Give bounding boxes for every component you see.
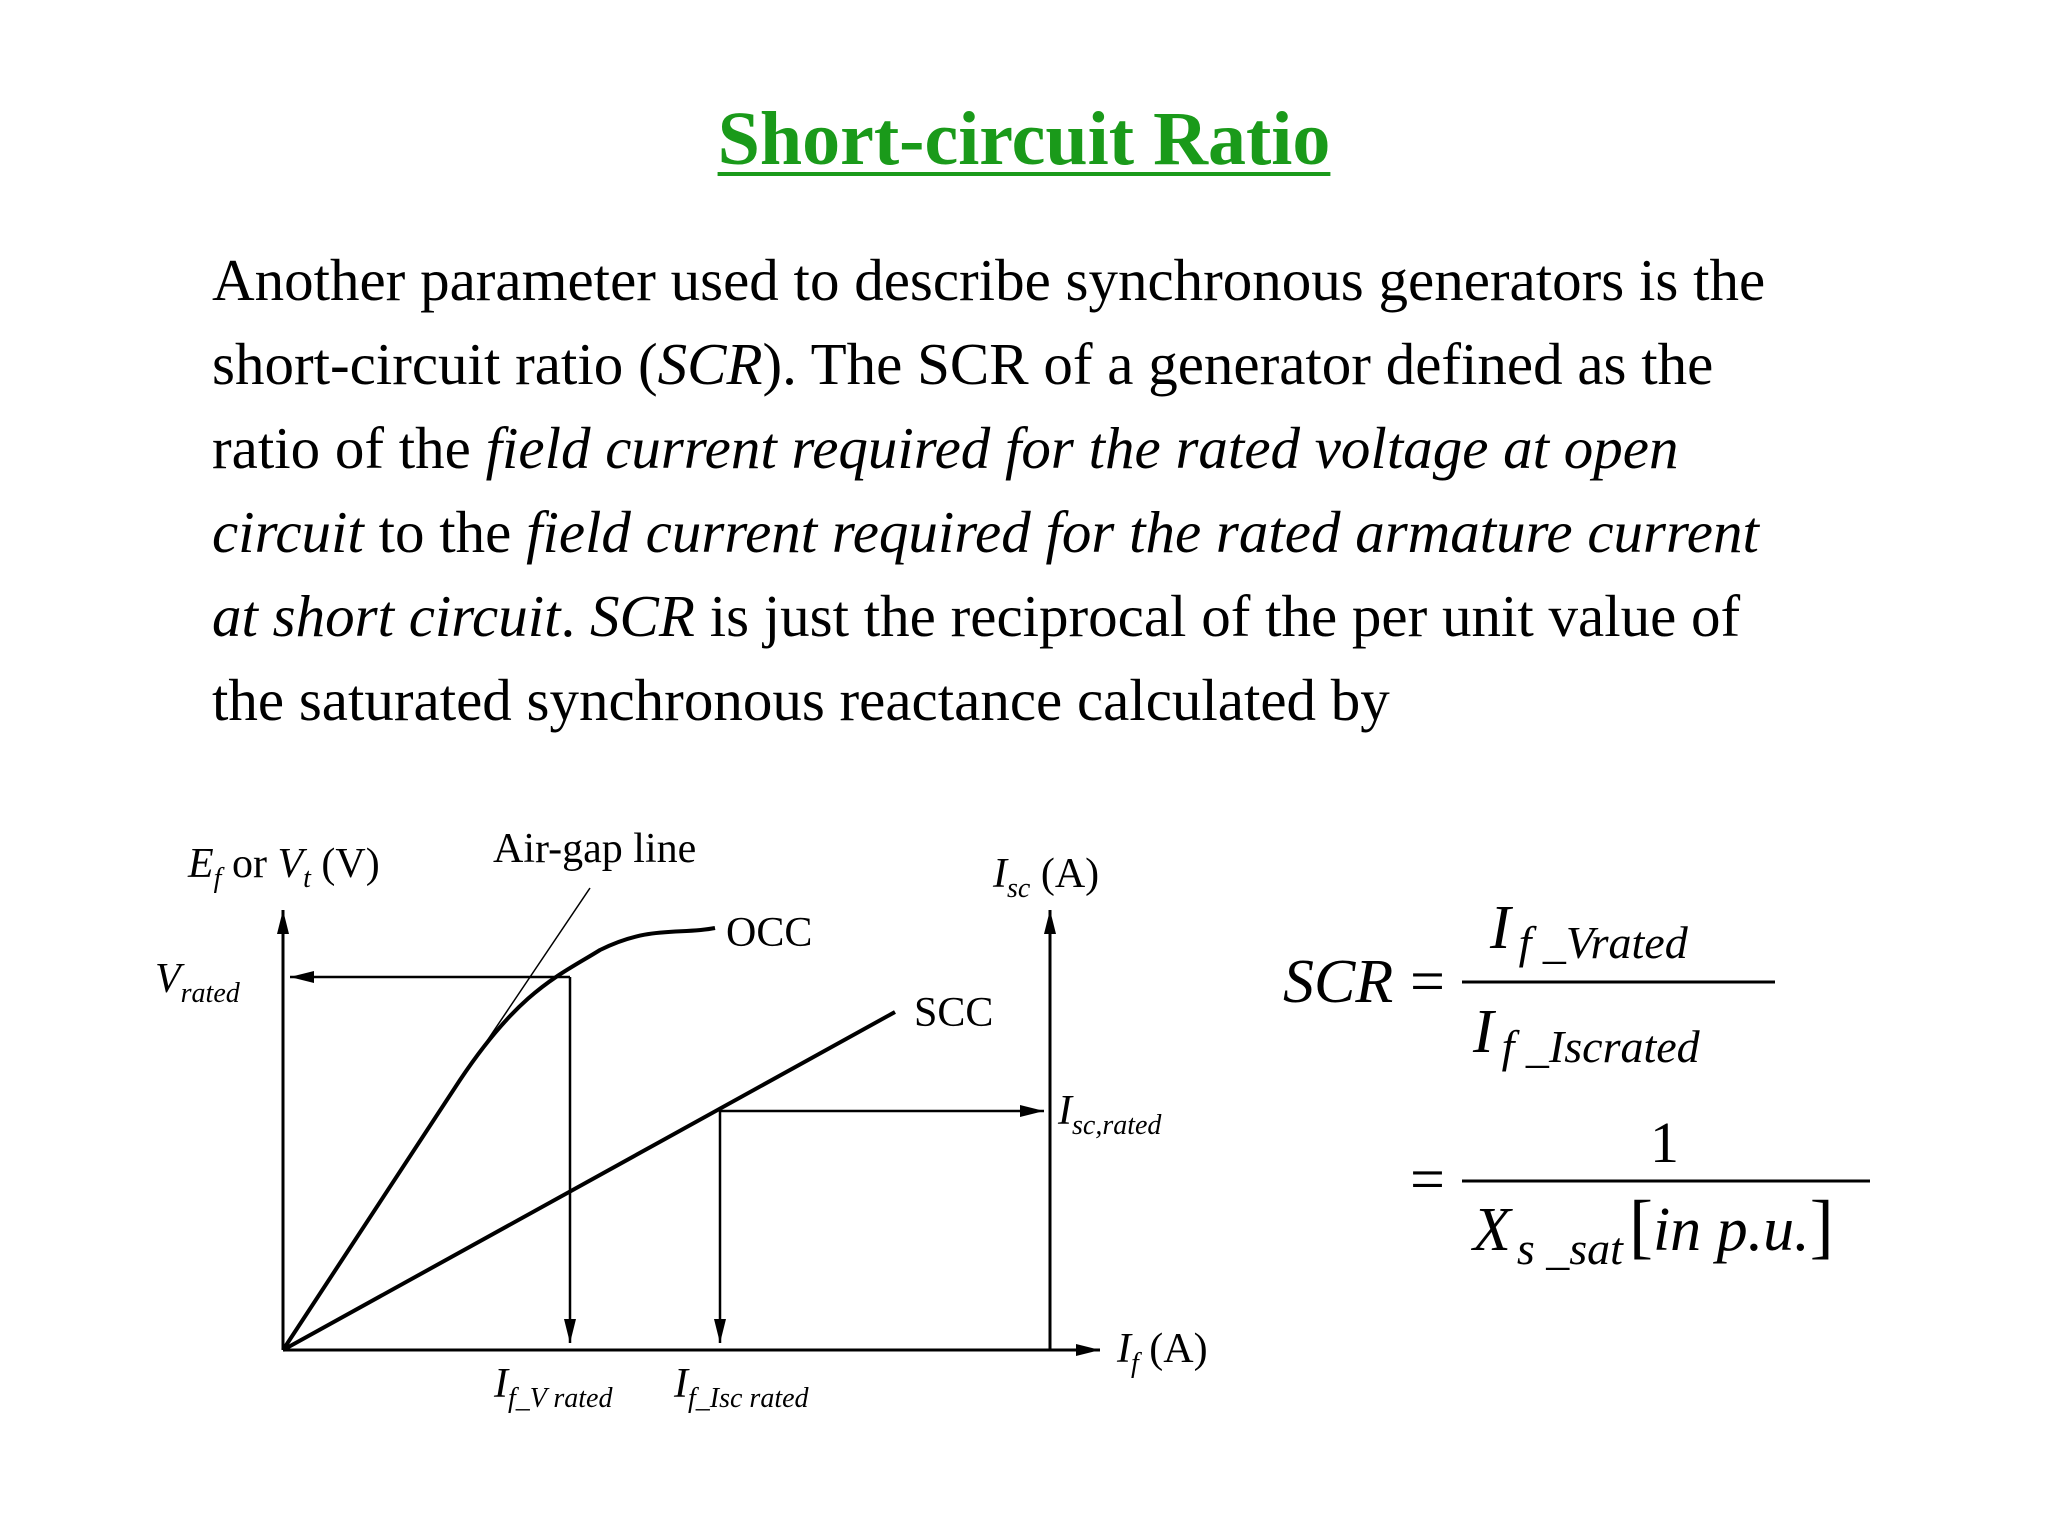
scr-formula [1283,894,1870,1274]
formula-equals-2: = [1410,1146,1445,1214]
v-rated-label: $V_{rated}$ [155,956,240,1009]
left-axis-label: $E_f$ or $V_t$ (V) [188,841,380,894]
isc-rated-label: $I_{sc,rated}$ [1058,1088,1162,1141]
occ-label: OCC [726,910,813,956]
text-run: is just the reciprocal of the per unit value of [694,583,1741,649]
text-run-italic: circuit [212,499,364,565]
text-run: ratio of the [212,415,486,481]
right-axis-label: $I_{sc}$ (A) [993,851,1100,904]
formula-lhs: SCR [1283,948,1394,1016]
text-run: to the [363,499,527,565]
x-axis-label: $I_f$ (A) [1117,1326,1208,1379]
text-run: ). The SCR of a generator defined as the [762,331,1714,397]
text-run-italic: SCR [657,331,763,397]
scc-line [283,1012,895,1350]
occ-curve [283,928,715,1350]
text-run: . [560,583,591,649]
air-gap-line-label: Air-gap line [493,826,697,872]
formula-denominator-1: I f _Iscrated [1473,998,1700,1072]
formula-numerator-1: I f _Vrated [1490,894,1688,968]
text-run-italic: field current required for the rated voltage at open [485,415,1679,481]
scc-label: SCC [914,990,994,1036]
formula-denominator-2: X $_{s \_sat}$[in p.u.] [1473,1186,1834,1274]
if-v-rated-label: $I_{f\_V rated}$ [494,1361,613,1414]
if-isc-rated-label: $I_{f\_Isc rated}$ [674,1361,809,1414]
text-run: the saturated synchronous reactance calculated by [212,667,1390,733]
text-run-italic: at short circuit [212,583,561,649]
text-run-italic: SCR [590,583,695,649]
formula-numerator-2: 1 [1650,1110,1679,1175]
slide-title: Short-circuit Ratio [717,97,1331,181]
formula-equals-1: = [1410,948,1445,1016]
text-run-italic: field current required for the rated armature current [526,499,1759,565]
text-run: short-circuit ratio ( [212,331,658,397]
text-run: Another parameter used to describe synchronous generators is the [212,247,1766,313]
